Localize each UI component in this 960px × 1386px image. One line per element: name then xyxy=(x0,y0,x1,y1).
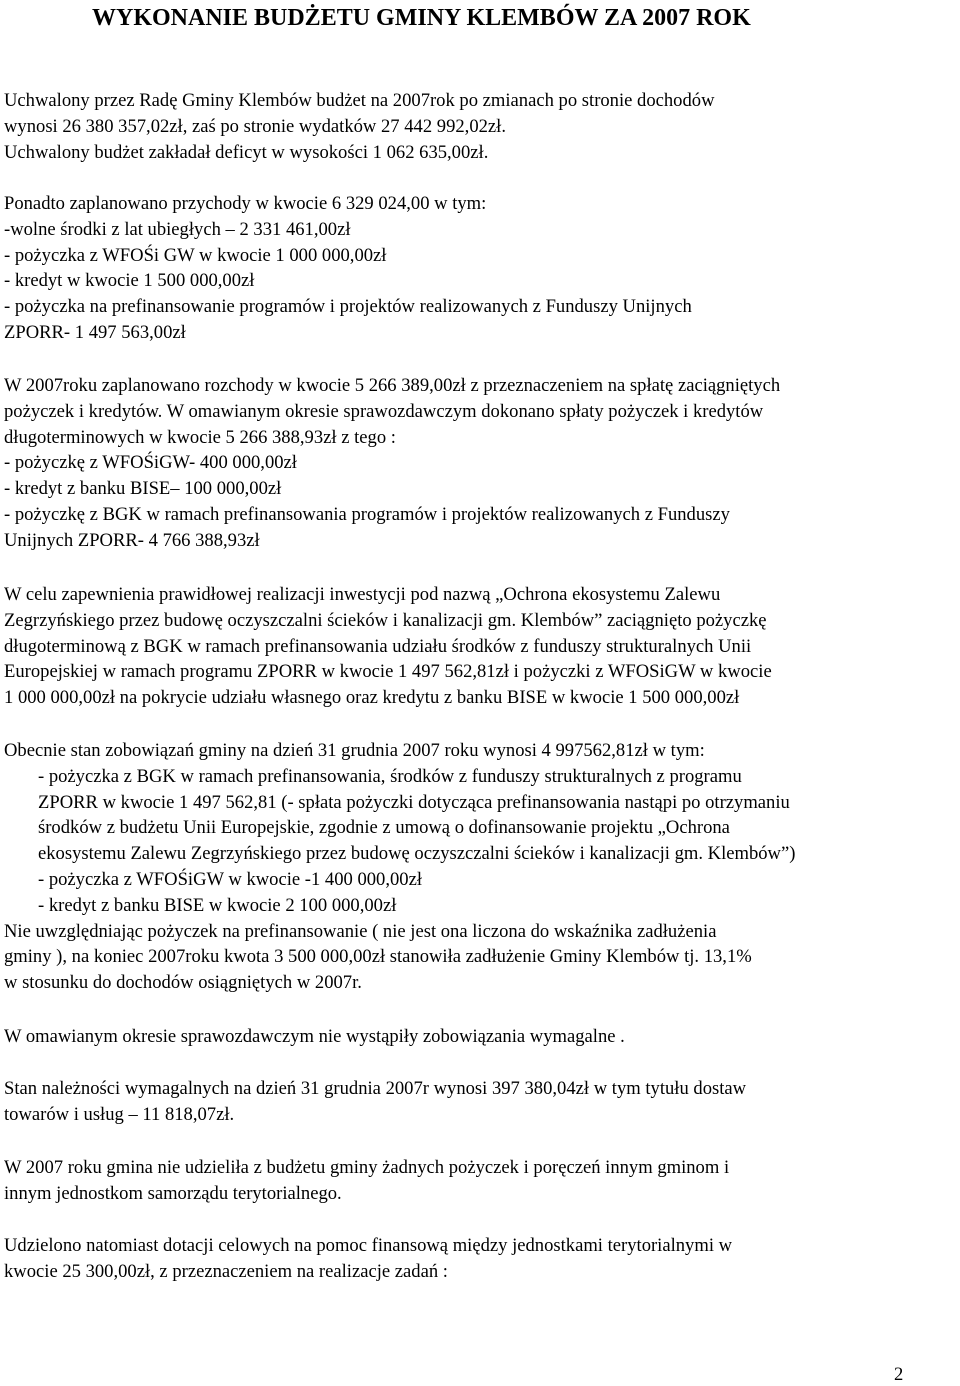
paragraph-planned-revenue xyxy=(4,191,956,346)
text-line: Stan należności wymagalnych na dzień 31 grudnia 2007r wynosi 397 380,04zł w tym tytułu dostaw xyxy=(4,1078,747,1099)
text-line: w stosunku do dochodów osiągniętych w 2007r. xyxy=(4,972,362,994)
text-line: W celu zapewnienia prawidłowej realizacji inwestycji pod nazwą „Ochrona ekosystemu Zalewu xyxy=(4,584,721,605)
list-item: - kredyt z banku BISE– 100 000,00zł xyxy=(4,478,282,500)
text-line: długoterminowych w kwocie 5 266 388,93zł z tego : xyxy=(4,426,396,448)
text-line: kwocie 25 300,00zł, z przeznaczeniem na realizacje zadań : xyxy=(4,1260,448,1282)
paragraph-receivables xyxy=(4,1076,956,1128)
text-line: Uchwalony budżet zakładał deficyt w wysokości 1 062 635,00zł. xyxy=(4,141,489,163)
paragraph-budget-adopted xyxy=(4,88,956,165)
list-item: ekosystemu Zalewu Zegrzyńskiego przez budowę oczyszczalni ścieków i kanalizacji gm. Klembów”) xyxy=(38,843,796,865)
text-line: gminy ), na koniec 2007roku kwota 3 500 000,00zł stanowiła zadłużenie Gminy Klembów tj. 13,1% xyxy=(4,946,752,968)
paragraph-overdue-liabilities xyxy=(4,1024,956,1050)
list-item: - pożyczkę z BGK w ramach prefinansowania programów i projektów realizowanych z Funduszy xyxy=(4,503,730,525)
list-item: - pożyczka z WFOŚi GW w kwocie 1 000 000,00zł xyxy=(4,244,387,266)
text-line: Zegrzyńskiego przez budowę oczyszczalni ścieków i kanalizacji gm. Klembów” zaciągnięto pożyczkę xyxy=(4,609,767,631)
text-line: długoterminową z BGK w ramach prefinansowania udziału środków z funduszy strukturalnych Unii xyxy=(4,635,752,657)
text-line: Ponadto zaplanowano przychody w kwocie 6 329 024,00 w tym: xyxy=(4,193,487,214)
text-line: W 2007roku zaplanowano rozchody w kwocie 5 266 389,00zł z przeznaczeniem na spłatę zaciągniętych xyxy=(4,375,781,396)
list-item: ZPORR w kwocie 1 497 562,81 (- spłata pożyczki dotycząca prefinansowania nastąpi po otrzymaniu xyxy=(38,791,790,813)
text-line: Nie uwzględniając pożyczek na prefinansowanie ( nie jest ona liczona do wskaźnika zadłużenia xyxy=(4,920,717,942)
paragraph-planned-expenses xyxy=(4,373,956,554)
paragraph-loans-granted xyxy=(4,1155,956,1207)
list-item: - kredyt z banku BISE w kwocie 2 100 000,00zł xyxy=(38,894,397,916)
text-line: W omawianym okresie sprawozdawczym nie wystąpiły zobowiązania wymagalne . xyxy=(4,1026,625,1047)
paragraph-grants xyxy=(4,1233,956,1285)
text-line: wynosi 26 380 357,02zł, zaś po stronie wydatków 27 442 992,02zł. xyxy=(4,115,506,137)
text-line: pożyczek i kredytów. W omawianym okresie sprawozdawczym dokonano spłaty pożyczek i kredytów xyxy=(4,400,764,422)
text-line: 1 000 000,00zł na pokrycie udziału własnego oraz kredytu z banku BISE w kwocie 1 500 000,00zł xyxy=(4,687,740,709)
page-number: 2 xyxy=(894,1364,904,1385)
list-item: - pożyczka z BGK w ramach prefinansowania, środków z funduszy strukturalnych z programu xyxy=(38,765,742,787)
list-item: - pożyczka na prefinansowanie programów i projektów realizowanych z Funduszy Unijnych xyxy=(4,296,692,318)
list-item: - kredyt w kwocie 1 500 000,00zł xyxy=(4,270,255,292)
document-title: WYKONANIE BUDŻETU GMINY KLEMBÓW ZA 2007 ROK xyxy=(92,5,751,31)
paragraph-liabilities xyxy=(4,738,956,996)
text-line: Unijnych ZPORR- 4 766 388,93zł xyxy=(4,529,260,551)
text-line: innym jednostkom samorządu terytorialnego. xyxy=(4,1182,342,1204)
list-item: - pożyczkę z WFOŚiGW- 400 000,00zł xyxy=(4,452,297,474)
text-line: Uchwalony przez Radę Gminy Klembów budżet na 2007rok po zmianach po stronie dochodów xyxy=(4,90,715,111)
text-line: ZPORR- 1 497 563,00zł xyxy=(4,321,186,343)
text-line: Europejskiej w ramach programu ZPORR w kwocie 1 497 562,81zł i pożyczki z WFOSiGW w kwocie xyxy=(4,661,772,683)
list-item: -wolne środki z lat ubiegłych – 2 331 461,00zł xyxy=(4,218,351,240)
list-item: - pożyczka z WFOŚiGW w kwocie -1 400 000,00zł xyxy=(38,868,423,890)
paragraph-investment-loan xyxy=(4,582,956,711)
list-item: środków z budżetu Unii Europejskie, zgodnie z umową o dofinansowanie projektu „Ochrona xyxy=(38,817,730,839)
text-line: towarów i usług – 11 818,07zł. xyxy=(4,1103,235,1125)
text-line: Udzielono natomiast dotacji celowych na pomoc finansową między jednostkami terytorialnymi w xyxy=(4,1235,733,1256)
text-line: Obecnie stan zobowiązań gminy na dzień 31 grudnia 2007 roku wynosi 4 997562,81zł w tym: xyxy=(4,740,705,761)
text-line: W 2007 roku gmina nie udzieliła z budżetu gminy żadnych pożyczek i poręczeń innym gminom i xyxy=(4,1157,730,1178)
